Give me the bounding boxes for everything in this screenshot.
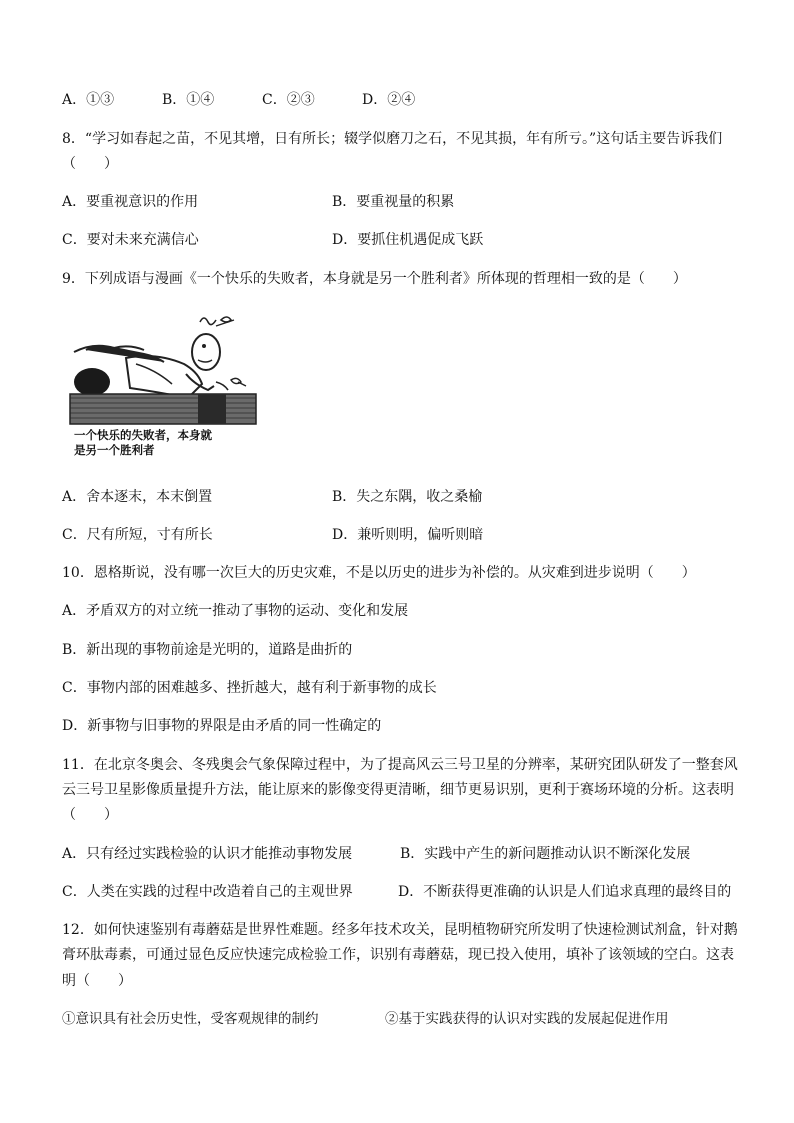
q10-stem: 10．恩格斯说，没有哪一次巨大的历史灾难，不是以历史的进步为补偿的。从灾难到进步说明（ ） bbox=[62, 565, 696, 581]
q10-option-d: D．新事物与旧事物的界限是由矛盾的同一性确定的 bbox=[62, 718, 382, 734]
q11-stem-line2: 云三号卫星影像质量提升方法，能让原来的影像变得更清晰，细节更易识别，更利于赛场环境的分析。这表明 bbox=[62, 782, 734, 798]
q9-option-d: D．兼听则明，偏听则暗 bbox=[332, 527, 484, 543]
q9-option-b: B．失之东隅，收之桑榆 bbox=[332, 489, 483, 505]
q10-option-a: A．矛盾双方的对立统一推动了事物的运动、变化和发展 bbox=[62, 603, 409, 619]
q8-option-c: C．要对未来充满信心 bbox=[62, 232, 199, 248]
q12-stem-line1: 12．如何快速鉴别有毒蘑菇是世界性难题。经多年技术攻关，昆明植物研究所发明了快速检测试剂盒，针对鹅 bbox=[62, 922, 738, 938]
q9-option-c: C．尺有所短，寸有所长 bbox=[62, 527, 213, 543]
q7-option-a: A．①③ bbox=[62, 92, 115, 108]
q12-option-1: ①意识具有社会历史性，受客观规律的制约 bbox=[62, 1011, 319, 1027]
q12-stem-line2: 膏环肽毒素，可通过显色反应快速完成检验工作，识别有毒蘑菇，现已投入使用，填补了该领域的空白。这表 bbox=[62, 947, 734, 963]
q11-stem-line1: 11．在北京冬奥会、冬残奥会气象保障过程中，为了提高风云三号卫星的分辨率，某研究团队研发了一整套风 bbox=[62, 757, 738, 773]
q11-option-a: A．只有经过实践检验的认识才能推动事物发展 bbox=[62, 846, 353, 862]
q8-option-d: D．要抓住机遇促成飞跃 bbox=[332, 232, 484, 248]
q9-option-a: A．舍本逐末，本末倒置 bbox=[62, 489, 213, 505]
cartoon-caption-line1: 一个快乐的失败者，本身就 bbox=[74, 428, 212, 442]
q7-option-d: D．②④ bbox=[362, 92, 416, 108]
q11-option-b: B．实践中产生的新问题推动认识不断深化发展 bbox=[400, 846, 691, 862]
q12-stem-line3: 明（ ） bbox=[62, 973, 132, 989]
q9-stem: 9．下列成语与漫画《一个快乐的失败者，本身就是另一个胜利者》所体现的哲理相一致的是（ ） bbox=[62, 271, 687, 287]
q7-option-b: B．①④ bbox=[162, 92, 215, 108]
q12-option-2: ②基于实践获得的认识对实践的发展起促进作用 bbox=[385, 1011, 669, 1027]
q8-option-b: B．要重视量的积累 bbox=[332, 194, 455, 210]
q7-option-c: C．②③ bbox=[262, 92, 315, 108]
q11-option-d: D．不断获得更准确的认识是人们追求真理的最终目的 bbox=[398, 884, 732, 900]
q11-option-c: C．人类在实践的过程中改造着自己的主观世界 bbox=[62, 884, 353, 900]
q8-stem-line2: （ ） bbox=[62, 156, 118, 172]
q8-option-a: A．要重视意识的作用 bbox=[62, 194, 199, 210]
q10-option-b: B．新出现的事物前途是光明的，道路是曲折的 bbox=[62, 642, 353, 658]
cartoon-caption bbox=[74, 428, 212, 458]
q7-options bbox=[62, 91, 462, 109]
q8-stem-line1: 8．“学习如春起之苗，不见其增，日有所长；辍学似磨刀之石，不见其损，年有所亏。”这句话主要告诉我们 bbox=[62, 131, 723, 147]
cartoon-caption-line2: 是另一个胜利者 bbox=[74, 443, 155, 457]
q11-stem-line3: （ ） bbox=[62, 807, 118, 823]
q10-option-c: C．事物内部的困难越多、挫折越大，越有利于新事物的成长 bbox=[62, 680, 437, 696]
